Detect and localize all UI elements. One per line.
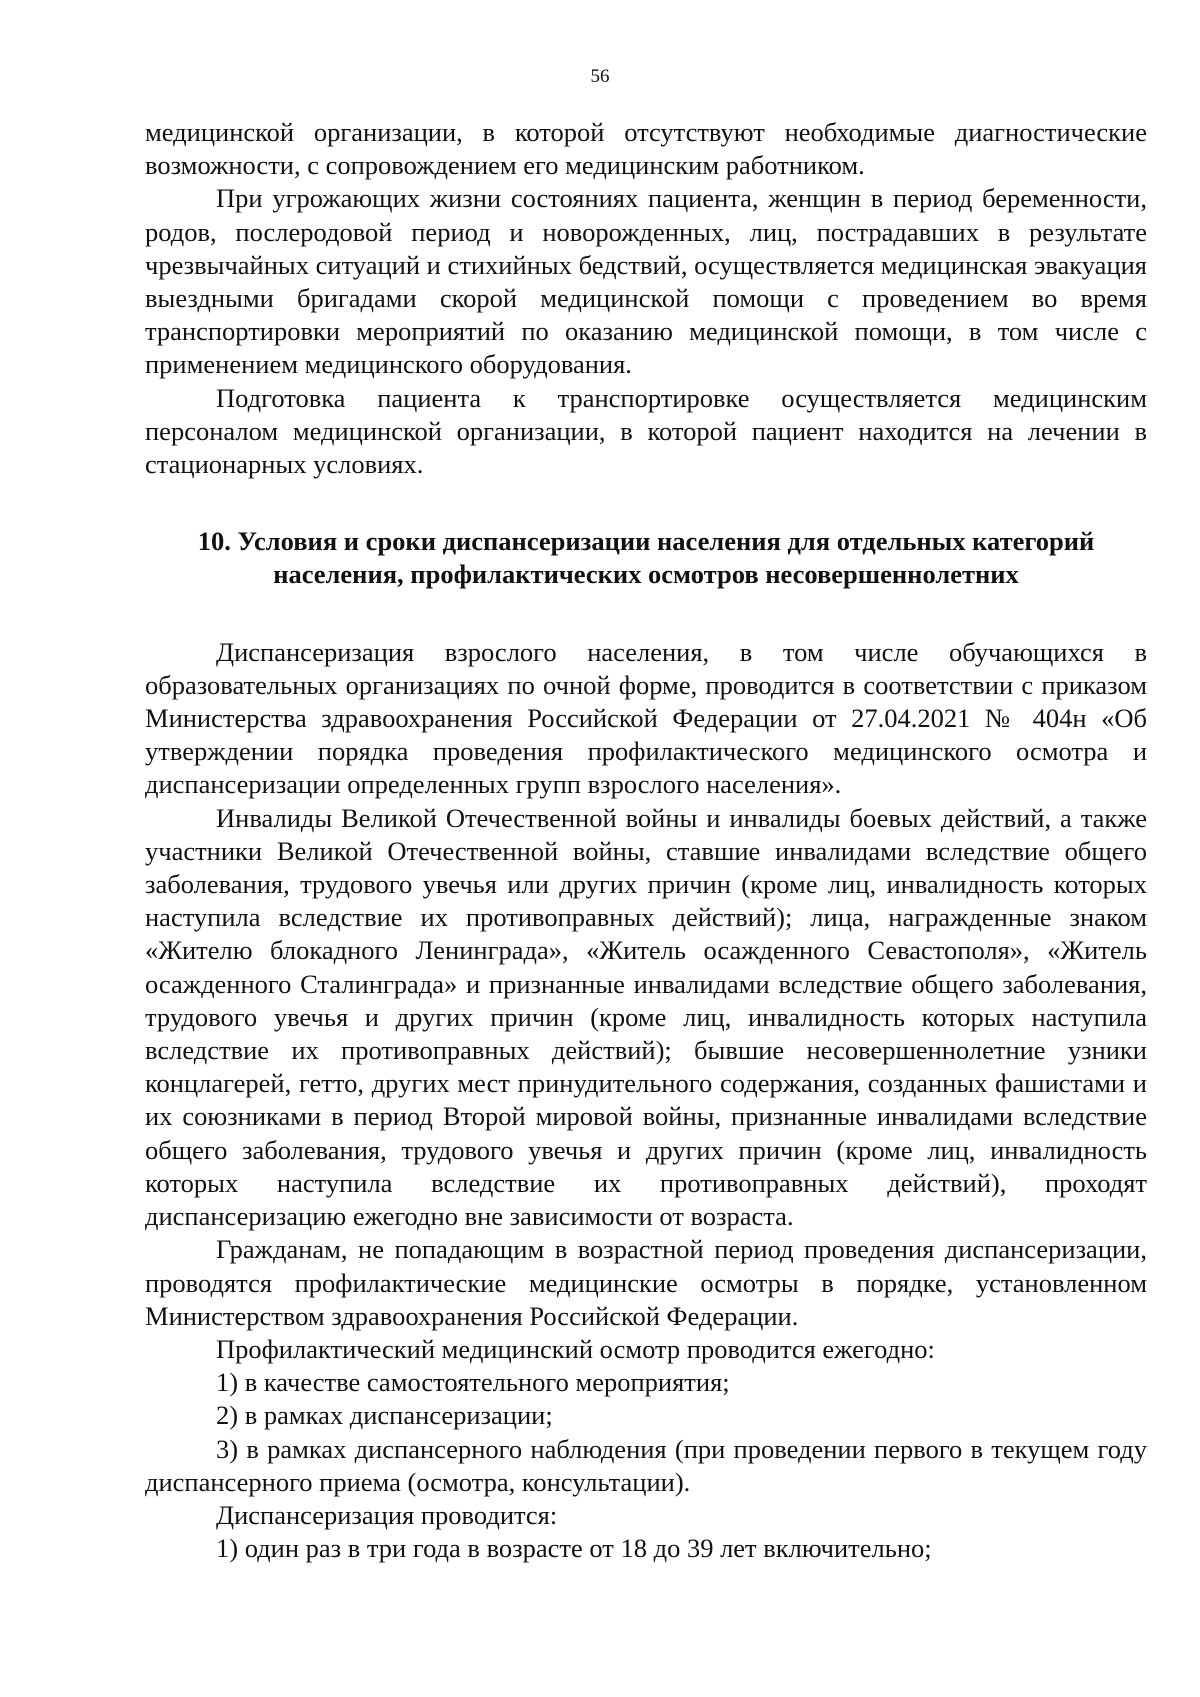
paragraph: При угрожающих жизни состояниях пациента, женщин в период беременности, родов, послеродовой период и новорожденных, лиц, пострадавших в результате чрезвычайных ситуаций и стихийных бедствий, осуществляется медицинская эвакуация выездными бригадами скорой медицинской помощи с проведением во время транспортировки мероприятий по оказанию медицинской помощи, в том числе с применением медицинского оборудования. bbox=[145, 183, 1147, 380]
paragraph: Гражданам, не попадающим в возрастной период проведения диспансеризации, проводятся профилактические медицинские осмотры в порядке, установленном Министерством здравоохранения Российской Федерации. bbox=[145, 1234, 1147, 1331]
paragraph: Инвалиды Великой Отечественной войны и инвалиды боевых действий, а также участники Великой Отечественной войны, ставшие инвалидами вследствие общего заболевания, трудового увечья или других причин (кроме лиц, инвалидность которых наступила вследствие их противоправных действий); лица, награжденные знаком «Жителю блокадного Ленинграда», «Житель осажденного Севастополя», «Житель осажденного Сталинграда» и признанные инвалидами вследствие общего заболевания, трудового увечья и других причин (кроме лиц, инвалидность которых наступила вследствие их противоправных действий); бывшие несовершеннолетние узники концлагерей, гетто, других мест принудительного содержания, созданных фашистами и их союзниками в период Второй мировой войны, признанные инвалидами вследствие общего заболевания, трудового увечья и других причин (кроме лиц, инвалидность которых наступила вследствие их противоправных действий), проходят диспансеризацию ежегодно вне зависимости от возраста. bbox=[145, 802, 1147, 1232]
list-item: 1) один раз в три года в возрасте от 18 до 39 лет включительно; bbox=[216, 1533, 932, 1564]
paragraph: медицинской организации, в которой отсутствуют необходимые диагностические возможности, с сопровождением его медицинским работником. bbox=[145, 117, 1147, 181]
list-item: 2) в рамках диспансеризации; bbox=[216, 1400, 553, 1431]
paragraph: Диспансеризация проводится: bbox=[216, 1499, 558, 1530]
document-body bbox=[145, 116, 1147, 1565]
page-number: 56 bbox=[590, 66, 610, 87]
paragraph: Подготовка пациента к транспортировке осуществляется медицинским персоналом медицинской организации, в которой пациент находится на лечении в стационарных условиях. bbox=[145, 382, 1147, 480]
section-heading: 10. Условия и сроки диспансеризации населения для отдельных категорий населения, профилактических осмотров несовершеннолетних bbox=[197, 526, 1095, 590]
paragraph: Профилактический медицинский осмотр проводится ежегодно: bbox=[216, 1333, 935, 1364]
paragraph: Диспансеризация взрослого населения, в том числе обучающихся в образовательных организациях по очной форме, проводится в соответствии с приказом Министерства здравоохранения Российской Федерации от 27.04.2021 № 404н «Об утверждении порядка проведения профилактического медицинского осмотра и диспансеризации определенных групп взрослого населения». bbox=[145, 636, 1147, 800]
list-item: 3) в рамках диспансерного наблюдения (при проведении первого в текущем году диспансерного приема (осмотра, консультации). bbox=[145, 1433, 1147, 1497]
list-item: 1) в качестве самостоятельного мероприятия; bbox=[216, 1367, 730, 1398]
